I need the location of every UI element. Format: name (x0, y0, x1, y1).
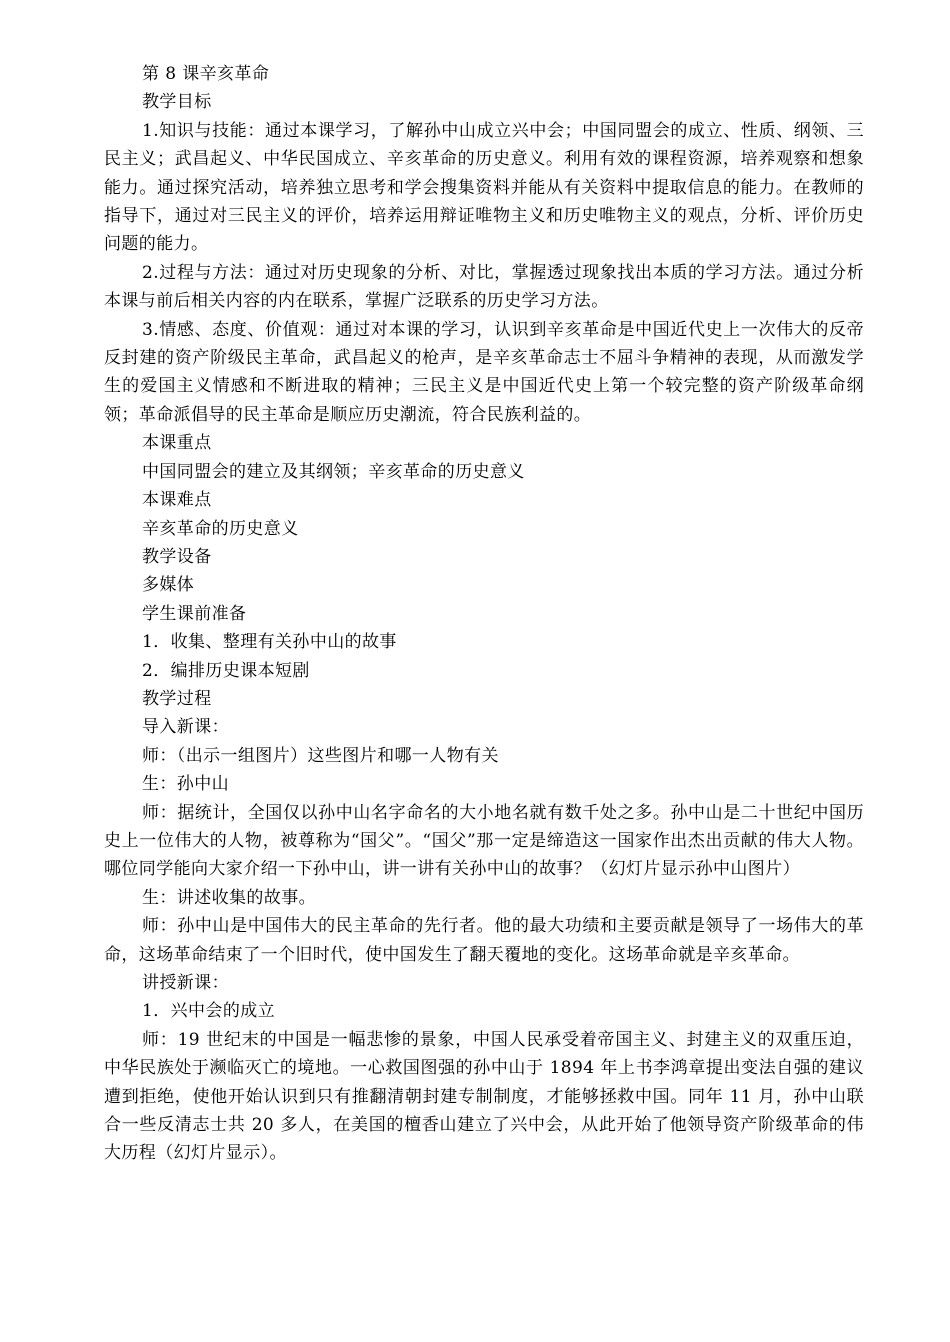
paragraph-difficulties: 辛亥革命的历史意义 (142, 518, 299, 539)
paragraph-equipment: 多媒体 (142, 575, 195, 596)
section-heading-objectives: 教学目标 (142, 92, 212, 113)
dialogue-teacher-3: 师：孙中山是中国伟大的民主革命的先行者。他的最大功绩和主要贡献是领导了一场伟大的革命，这场革命结束了一个旧时代，使中国发生了翻天覆地的变化。这场革命就是辛亥革命。 (104, 916, 864, 965)
list-item-preparation-2: 2．编排历史课本短剧 (142, 660, 310, 681)
section-heading-process: 教学过程 (142, 688, 212, 709)
section-heading-equipment: 教学设备 (142, 546, 212, 567)
dialogue-student-2: 生：讲述收集的故事。 (142, 887, 316, 908)
section-heading-key-points: 本课重点 (142, 433, 212, 454)
section-heading-preparation: 学生课前准备 (142, 603, 247, 624)
dialogue-teacher-1: 师：（出示一组图片）这些图片和哪一人物有关 (142, 745, 499, 766)
subsection-heading-xingzhonghui: 1．兴中会的成立 (142, 1001, 276, 1022)
paragraph-process-methods: 2.过程与方法：通过对历史现象的分析、对比，掌握透过现象找出本质的学习方法。通过分析本课与前后相关内容的内在联系，掌握广泛联系的历史学习方法。 (104, 262, 864, 312)
dialogue-student-1: 生：孙中山 (142, 774, 229, 795)
document-body (104, 60, 864, 1168)
section-heading-introduction: 导入新课： (142, 717, 229, 738)
dialogue-teacher-2: 师：据统计，全国仅以孙中山名字命名的大小地名就有数千处之多。孙中山是二十世纪中国历史上一位伟大的人物，被尊称为“国父”。“国父”那一定是缔造这一国家作出杰出贡献的伟大人物。哪位同学能向大家介绍一下孙中山，讲一讲有关孙中山的故事？（幻灯片显示孙中山图片） (104, 802, 864, 880)
section-heading-difficulties: 本课难点 (142, 490, 212, 511)
section-heading-new-lesson: 讲授新课： (142, 973, 229, 993)
paragraph-knowledge-skills: 1.知识与技能：通过本课学习，了解孙中山成立兴中会；中国同盟会的成立、性质、纲领、三民主义；武昌起义、中华民国成立、辛亥革命的历史意义。利用有效的课程资源，培养观察和想象能力。通过探究活动，培养独立思考和学会搜集资料并能从有关资料中提取信息的能力。在教师的指导下，通过对三民主义的评价，培养运用辩证唯物主义和历史唯物主义的观点，分析、评价历史问题的能力。 (104, 120, 864, 255)
lesson-title: 第 8 课辛亥革命 (142, 64, 270, 84)
paragraph-emotion-values: 3.情感、态度、价值观：通过对本课的学习，认识到辛亥革命是中国近代史上一次伟大的反帝反封建的资产阶级民主革命，武昌起义的枪声，是辛亥革命志士不屈斗争精神的表现，从而激发学生的爱国主义情感和不断进取的精神；三民主义是中国近代史上第一个较完整的资产阶级革命纲领；革命派倡导的民主革命是顺应历史潮流，符合民族利益的。 (104, 319, 864, 425)
list-item-preparation-1: 1．收集、整理有关孙中山的故事 (142, 632, 397, 653)
dialogue-teacher-4: 师：19 世纪末的中国是一幅悲惨的景象，中国人民承受着帝国主义、封建主义的双重压迫，中华民族处于濒临灭亡的境地。一心救国图强的孙中山于 1894 年上书李鸿章提出变法自强的建议遭到拒绝，使他开始认识到只有推翻清朝封建专制制度，才能够拯救中国。同年 11 月，孙中山联合一些反清志士共 20 多人，在美国的檀香山建立了兴中会，从此开始了他领导资产阶级革命的伟大历程（幻灯片显示）。 (104, 1029, 864, 1164)
paragraph-key-points: 中国同盟会的建立及其纲领；辛亥革命的历史意义 (142, 461, 525, 482)
